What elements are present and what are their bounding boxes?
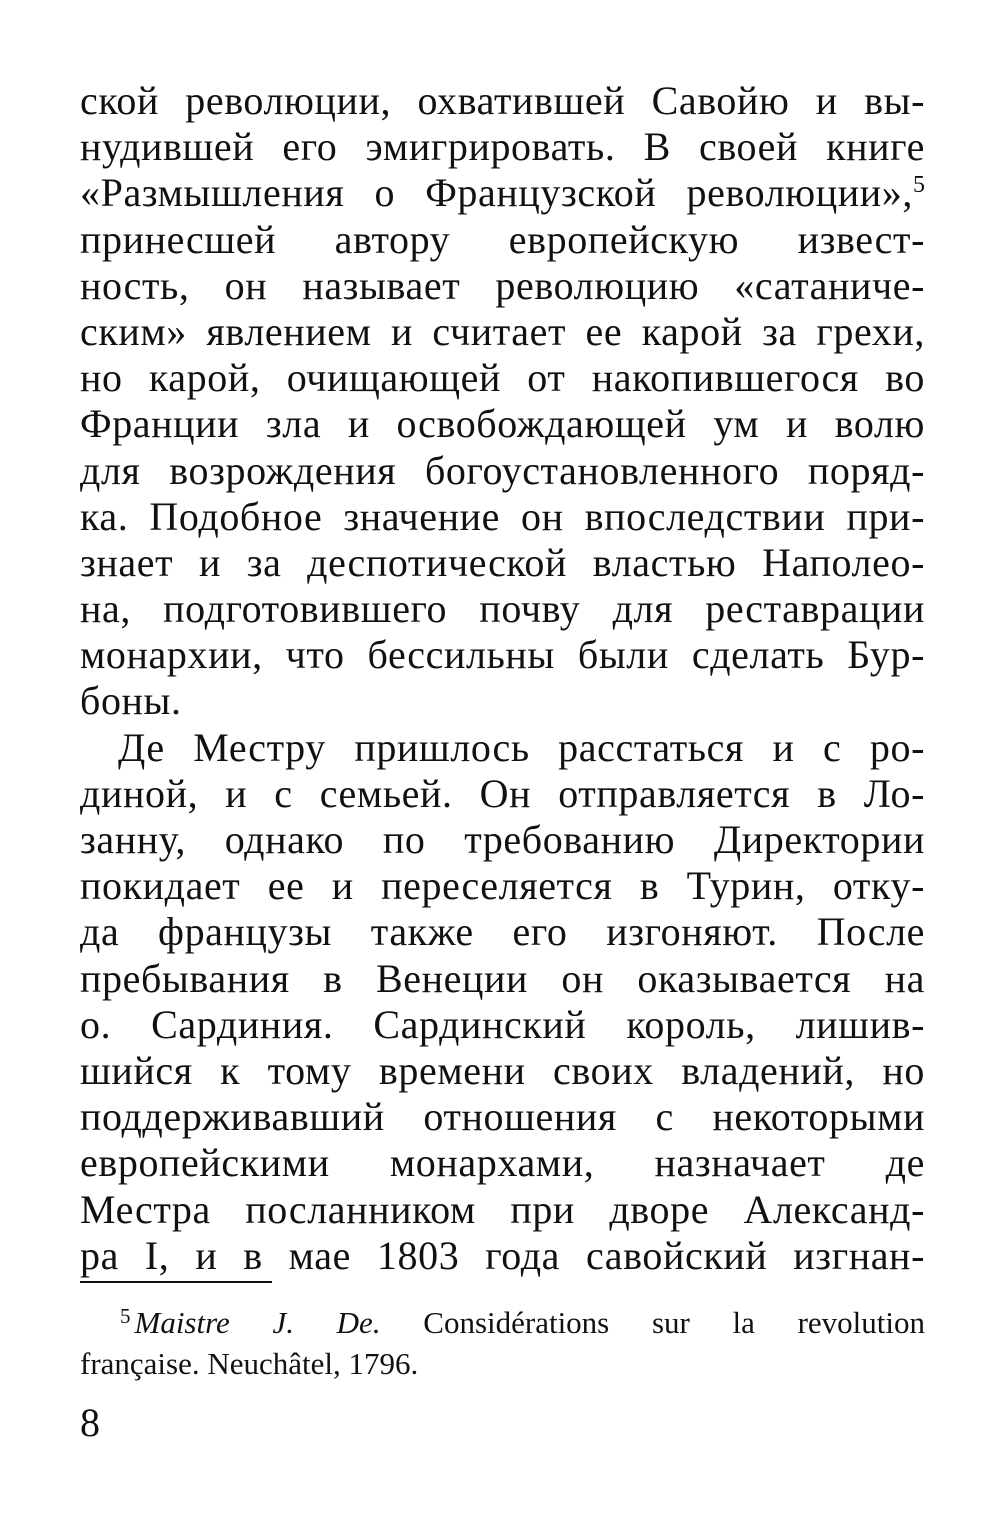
text-line: покидает ее и переселяется в Турин, отку- xyxy=(80,863,925,909)
footnote-reference: 5 xyxy=(913,172,925,199)
text-line: ской революции, охватившей Савойю и вы- xyxy=(80,78,925,123)
footnote-line: française. Neuchâtel, 1796. xyxy=(80,1346,419,1381)
text-line: Местра посланником при дворе Александ- xyxy=(80,1186,925,1232)
text-line: ность, он называет революцию «сатаниче- xyxy=(80,262,925,308)
text-line: диной, и с семьей. Он отправляется в Ло- xyxy=(80,770,925,816)
footnote-author: Maistre J. De. xyxy=(134,1305,381,1340)
text-line: пребывания в Венеции он оказывается на xyxy=(80,955,925,1001)
text-line: ским» явлением и считает ее карой за грехи, xyxy=(80,308,925,354)
text-line-with-footnote-ref xyxy=(80,170,925,216)
text-line: европейскими монархами, назначает де xyxy=(80,1140,925,1186)
page-number: 8 xyxy=(80,1400,100,1445)
text-line: боны. xyxy=(80,678,182,724)
paragraph-2 xyxy=(80,725,925,1279)
footnote-number: 5 xyxy=(120,1304,131,1328)
text-line: принесшей автору европейскую извест- xyxy=(80,216,925,262)
text-line: занну, однако по требованию Директории xyxy=(80,817,925,862)
text-line: Де Местру пришлось расстаться и с ро- xyxy=(118,724,925,770)
footnote-title: Considérations sur la revolution xyxy=(423,1305,925,1340)
main-text xyxy=(80,78,925,1279)
text-line: для возрождения богоустановленного поряд- xyxy=(80,447,925,493)
text-line: монархии, что бессильны были сделать Бур- xyxy=(80,632,925,678)
text-line: шийся к тому времени своих владений, но xyxy=(80,1047,925,1093)
footnote-divider xyxy=(80,1281,272,1283)
text-line: на, подготовившего почву для реставрации xyxy=(80,586,925,632)
text-line: ра I, и в мае 1803 года савойский изгнан- xyxy=(80,1232,925,1278)
footnote-line xyxy=(80,1302,925,1343)
footnote xyxy=(80,1302,925,1384)
text-line: Франции зла и освобождающей ум и волю xyxy=(80,401,925,447)
text-line: о. Сардиния. Сардинский король, лишив- xyxy=(80,1001,925,1047)
paragraph-1 xyxy=(80,78,925,725)
text-line: да французы также его изгоняют. После xyxy=(80,909,925,955)
text-line: нудившей его эмигрировать. В своей книге xyxy=(80,124,925,170)
text-line: знает и за деспотической властью Наполео- xyxy=(80,539,925,585)
text-line: но карой, очищающей от накопившегося во xyxy=(80,355,925,401)
text-line: поддерживавший отношения с некоторыми xyxy=(80,1094,925,1140)
text-line-content: «Размышления о Французской революции», xyxy=(80,170,913,216)
text-line: ка. Подобное значение он впоследствии при- xyxy=(80,493,925,539)
